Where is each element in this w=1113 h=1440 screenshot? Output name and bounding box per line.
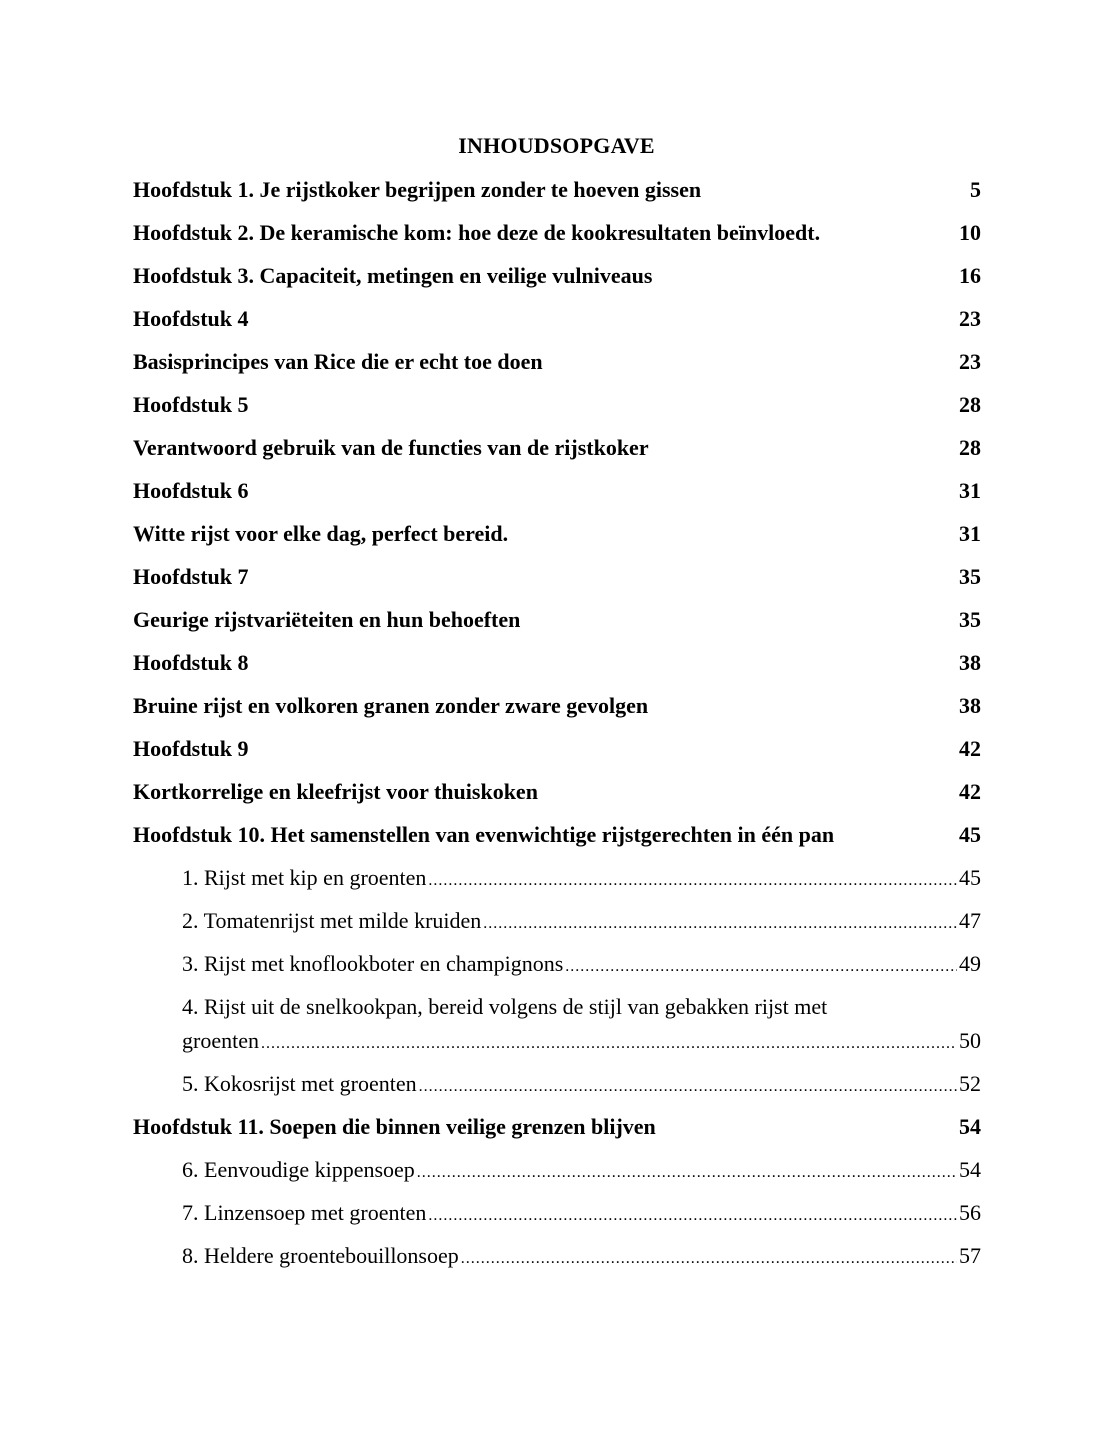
dot-leader (261, 1029, 957, 1059)
toc-entry-text: Hoofdstuk 2. De keramische kom: hoe deze de kookresultaten beïnvloedt. (133, 220, 821, 245)
toc-entry-chapter-1[interactable] (133, 175, 981, 218)
toc-entry-page: 38 (959, 693, 981, 718)
toc-entry-page: 31 (959, 521, 981, 546)
toc-entry-chapter-6-title[interactable] (133, 519, 981, 562)
toc-entry-text: Kortkorrelige en kleefrijst voor thuiskoken (133, 779, 538, 804)
toc-entry-text: Hoofdstuk 1. Je rijstkoker begrijpen zonder te hoeven gissen (133, 177, 702, 202)
toc-entry-page: 5 (970, 177, 981, 202)
toc-entry-page: 10 (959, 220, 981, 245)
toc-entry-chapter-5[interactable] (133, 390, 981, 433)
toc-subentry-text-line1: 4. Rijst uit de snelkookpan, bereid volgens de stijl van gebakken rijst met (182, 994, 828, 1019)
toc-subentry-recipe-1[interactable] (133, 863, 981, 906)
toc-entry-chapter-9-title[interactable] (133, 777, 981, 820)
toc-entry-page: 54 (959, 1114, 981, 1139)
toc-entry-page: 45 (959, 822, 981, 847)
toc-entry-chapter-7-title[interactable] (133, 605, 981, 648)
toc-entry-page: 28 (959, 392, 981, 417)
toc-subentry-text-line2: groenten (182, 1028, 259, 1053)
toc-entry-text: Bruine rijst en volkoren granen zonder zware gevolgen (133, 693, 649, 718)
toc-subentry-page: 50 (959, 1028, 981, 1053)
toc-entry-text: Hoofdstuk 11. Soepen die binnen veilige grenzen blijven (133, 1114, 656, 1139)
toc-entry-page: 42 (959, 736, 981, 761)
toc-entry-chapter-9[interactable] (133, 734, 981, 777)
toc-entry-text: Geurige rijstvariëteiten en hun behoeften (133, 607, 521, 632)
toc-subentry-page: 56 (959, 1200, 981, 1225)
toc-entry-page: 38 (959, 650, 981, 675)
toc-entry-page: 42 (959, 779, 981, 804)
toc-subentry-text: 1. Rijst met kip en groenten (182, 865, 427, 890)
toc-subentry-page: 49 (959, 951, 981, 976)
toc-subentry-recipe-6[interactable] (133, 1155, 981, 1198)
dot-leader (565, 952, 957, 982)
toc-subentry-page: 54 (959, 1157, 981, 1182)
toc-subentry-text: 5. Kokosrijst met groenten (182, 1071, 417, 1096)
toc-entry-text: Hoofdstuk 6 (133, 478, 249, 503)
toc-entry-text: Hoofdstuk 8 (133, 650, 249, 675)
dot-leader (428, 1201, 957, 1231)
toc-entry-text: Witte rijst voor elke dag, perfect bereid. (133, 521, 509, 546)
toc-entry-page: 35 (959, 607, 981, 632)
toc-subentry-text: 7. Linzensoep met groenten (182, 1200, 427, 1225)
toc-entry-chapter-10[interactable] (133, 820, 981, 863)
toc-entry-text: Hoofdstuk 4 (133, 306, 249, 331)
toc-entry-text: Hoofdstuk 5 (133, 392, 249, 417)
toc-entry-chapter-5-title[interactable] (133, 433, 981, 476)
toc-subentry-recipe-7[interactable] (133, 1198, 981, 1241)
toc-entry-chapter-3[interactable] (133, 261, 981, 304)
toc-entry-text: Verantwoord gebruik van de functies van de rijstkoker (133, 435, 649, 460)
toc-entry-page: 23 (959, 349, 981, 374)
toc-subentry-page: 57 (959, 1243, 981, 1268)
toc-subentry-text: 8. Heldere groentebouillonsoep (182, 1243, 459, 1268)
toc-entry-page: 16 (959, 263, 981, 288)
toc-subentry-recipe-5[interactable] (133, 1069, 981, 1112)
toc-entry-text: Hoofdstuk 7 (133, 564, 249, 589)
toc-entry-text: Hoofdstuk 10. Het samenstellen van evenwichtige rijstgerechten in één pan (133, 822, 835, 847)
toc-entry-page: 28 (959, 435, 981, 460)
toc-subentry-page: 47 (959, 908, 981, 933)
toc-entry-chapter-8-title[interactable] (133, 691, 981, 734)
toc-entry-chapter-2[interactable] (133, 218, 981, 261)
toc-entry-chapter-11[interactable] (133, 1112, 981, 1155)
toc-entry-page: 35 (959, 564, 981, 589)
toc-subentry-page: 45 (959, 865, 981, 890)
toc-title: INHOUDSOPGAVE (458, 133, 655, 158)
dot-leader (417, 1158, 957, 1188)
toc-entry-text: Hoofdstuk 3. Capaciteit, metingen en veilige vulniveaus (133, 263, 653, 288)
toc-subentry-text: 6. Eenvoudige kippensoep (182, 1157, 415, 1182)
toc-entry-text: Hoofdstuk 9 (133, 736, 249, 761)
toc-subentry-text: 3. Rijst met knoflookboter en champignons (182, 951, 564, 976)
toc-subentry-recipe-2[interactable] (133, 906, 981, 949)
dot-leader (419, 1072, 957, 1102)
toc-subentry-text: 2. Tomatenrijst met milde kruiden (182, 908, 482, 933)
toc-entry-page: 23 (959, 306, 981, 331)
table-of-contents (133, 175, 981, 1284)
toc-entry-page: 31 (959, 478, 981, 503)
toc-entry-text: Basisprincipes van Rice die er echt toe doen (133, 349, 543, 374)
dot-leader (483, 909, 957, 939)
toc-entry-chapter-8[interactable] (133, 648, 981, 691)
toc-entry-chapter-4-title[interactable] (133, 347, 981, 390)
toc-subentry-page: 52 (959, 1071, 981, 1096)
dot-leader (461, 1244, 957, 1274)
toc-subentry-recipe-4[interactable] (133, 992, 981, 1069)
dot-leader (428, 866, 957, 896)
toc-entry-chapter-4[interactable] (133, 304, 981, 347)
toc-entry-chapter-7[interactable] (133, 562, 981, 605)
toc-subentry-recipe-8[interactable] (133, 1241, 981, 1284)
toc-subentry-recipe-3[interactable] (133, 949, 981, 992)
toc-entry-chapter-6[interactable] (133, 476, 981, 519)
